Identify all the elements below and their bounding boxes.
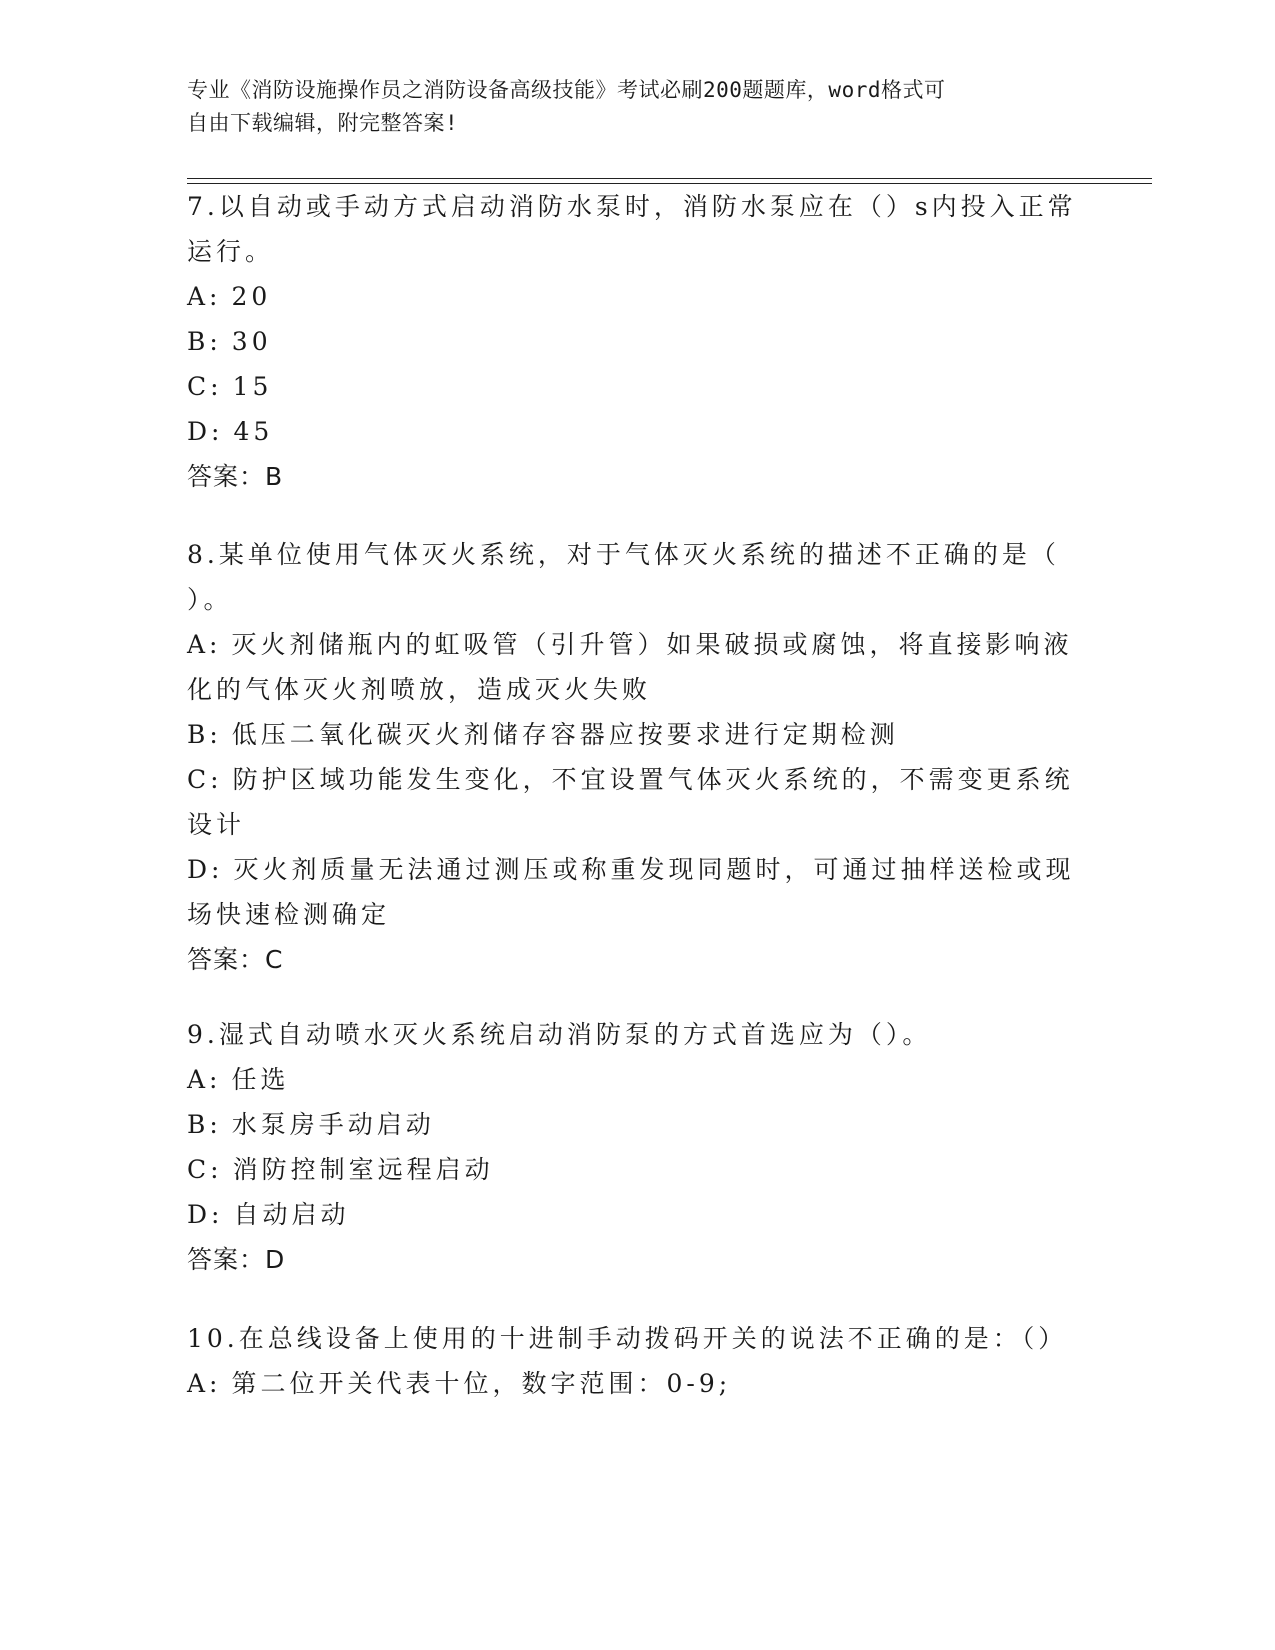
option-label: B: xyxy=(187,720,222,749)
option-label: C: xyxy=(187,372,223,401)
option-text: 45 xyxy=(233,417,274,446)
option-label: B: xyxy=(187,1110,222,1139)
header-line-1: 专业《消防设施操作员之消防设备高级技能》考试必刷200题题库，word格式可 xyxy=(187,78,946,102)
option-a xyxy=(187,1057,1087,1102)
option-a xyxy=(187,274,1087,319)
question-line: ）。 xyxy=(187,585,233,614)
question-line: 运行。 xyxy=(187,237,275,266)
option-text: 第二位开关代表十位，数字范围：0-9; xyxy=(231,1369,732,1398)
option-label: A: xyxy=(187,1369,222,1398)
option-label: D: xyxy=(187,855,224,884)
option-text: 消防控制室远程启动 xyxy=(232,1155,494,1184)
header-line-2: 自由下载编辑，附完整答案! xyxy=(187,111,459,135)
option-d-continued: 场快速检测确定 xyxy=(187,900,391,929)
option-text: 防护区域功能发生变化，不宜设置气体灭火系统的，不需变更系统 xyxy=(232,765,1074,794)
option-a xyxy=(187,1361,1087,1406)
option-d xyxy=(187,1192,1087,1237)
question-line: 8.某单位使用气体灭火系统，对于气体灭火系统的描述不正确的是（ xyxy=(187,540,1060,569)
option-text: 20 xyxy=(231,282,272,311)
option-d xyxy=(187,847,1087,892)
option-d xyxy=(187,409,1087,454)
option-label: A: xyxy=(187,630,222,659)
option-b xyxy=(187,712,1087,757)
option-text: 水泵房手动启动 xyxy=(231,1110,435,1139)
option-c xyxy=(187,757,1087,802)
option-label: B: xyxy=(187,327,222,356)
option-label: D: xyxy=(187,1200,224,1229)
answer-line: 答案：B xyxy=(187,462,284,491)
option-label: D: xyxy=(187,417,224,446)
answer-line: 答案：D xyxy=(187,1245,286,1274)
option-text: 自动启动 xyxy=(233,1200,350,1229)
option-label: A: xyxy=(187,1065,222,1094)
option-text: 灭火剂质量无法通过测压或称重发现同题时，可通过抽样送检或现 xyxy=(233,855,1075,884)
question-7 xyxy=(187,184,1087,499)
option-text: 15 xyxy=(232,372,273,401)
question-8 xyxy=(187,532,1087,982)
option-text: 任选 xyxy=(231,1065,290,1094)
option-label: C: xyxy=(187,1155,223,1184)
answer-line: 答案：C xyxy=(187,945,284,974)
header-divider-top xyxy=(187,178,1152,179)
option-text: 低压二氧化碳灭火剂储存容器应按要求进行定期检测 xyxy=(231,720,899,749)
question-line: 7.以自动或手动方式启动消防水泵时，消防水泵应在（）s内投入正常 xyxy=(187,192,1077,221)
option-c-continued: 设计 xyxy=(187,810,246,839)
option-label: A: xyxy=(187,282,222,311)
option-text: 30 xyxy=(231,327,272,356)
option-a xyxy=(187,622,1087,667)
question-line: 9.湿式自动喷水灭火系统启动消防泵的方式首选应为（）。 xyxy=(187,1020,932,1049)
document-header xyxy=(187,74,1067,140)
option-b xyxy=(187,319,1087,364)
option-label: C: xyxy=(187,765,223,794)
question-10 xyxy=(187,1316,1087,1406)
question-line: 10.在总线设备上使用的十进制手动拨码开关的说法不正确的是：（） xyxy=(187,1324,1068,1353)
option-text: 灭火剂储瓶内的虹吸管（引升管）如果破损或腐蚀，将直接影响液 xyxy=(231,630,1073,659)
option-c xyxy=(187,364,1087,409)
option-b xyxy=(187,1102,1087,1147)
question-9 xyxy=(187,1012,1087,1282)
option-a-continued: 化的气体灭火剂喷放，造成灭火失败 xyxy=(187,675,652,704)
option-c xyxy=(187,1147,1087,1192)
